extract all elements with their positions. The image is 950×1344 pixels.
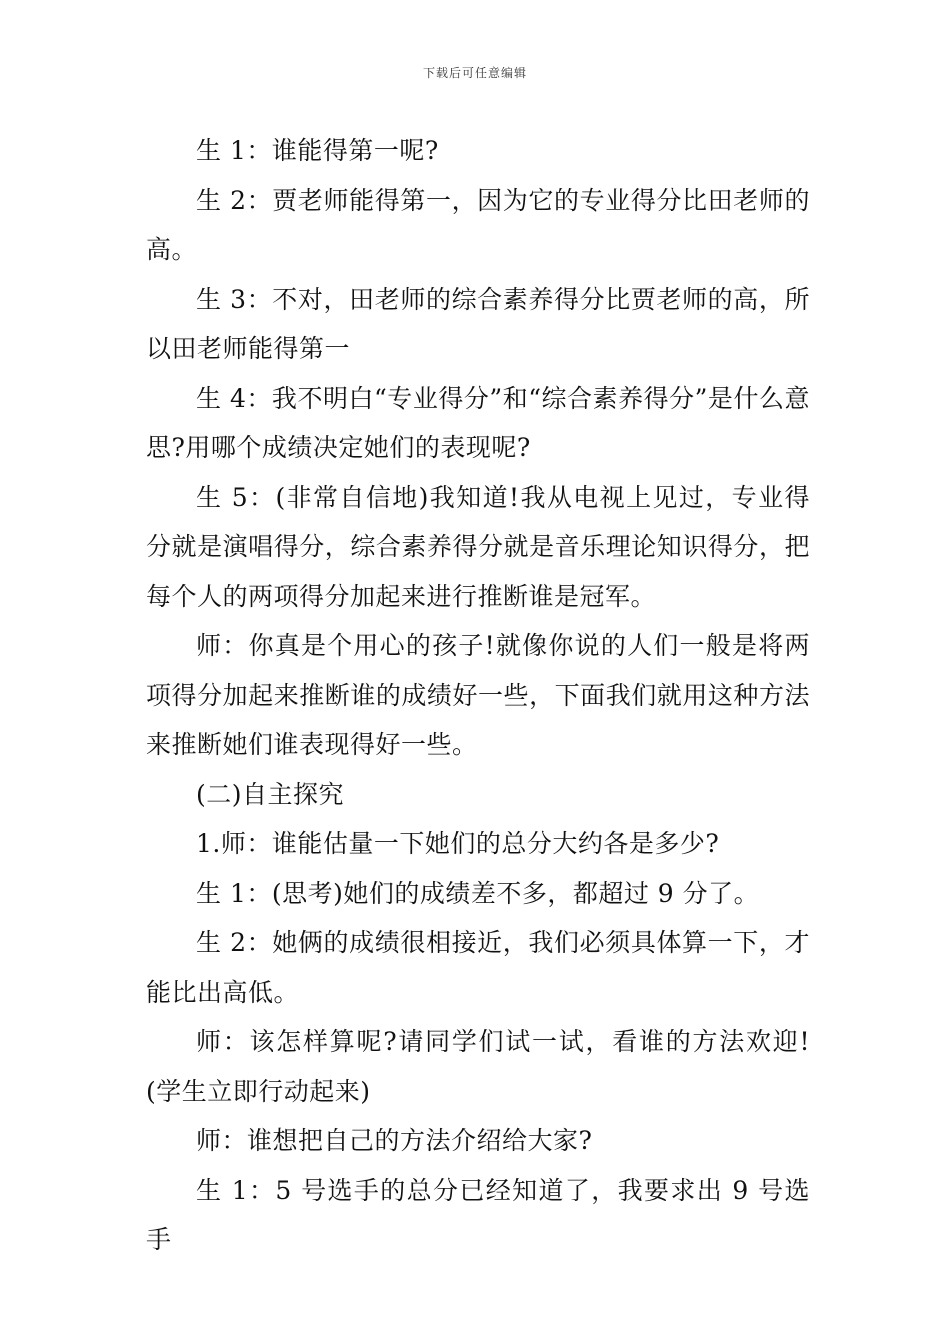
paragraph-12: 师：谁想把自己的方法介绍给大家? (196, 1126, 593, 1155)
paragraph-13: 生 1：5 号选手的总分已经知道了，我要求出 9 号选手 (146, 1175, 810, 1254)
paragraph-4: 生 4：我不明白“专业得分”和“综合素养得分”是什么意思?用哪个成绩决定她们的表现呢? (146, 383, 810, 462)
paragraph-8: 1.师：谁能估量一下她们的总分大约各是多少? (196, 829, 720, 858)
paragraph-2: 生 2：贾老师能得第一，因为它的专业得分比田老师的高。 (146, 185, 810, 264)
document-body (146, 126, 810, 1265)
page-header-note: 下载后可任意编辑 (422, 66, 527, 80)
paragraph-1: 生 1：谁能得第一呢? (196, 136, 439, 165)
paragraph-3: 生 3：不对，田老师的综合素养得分比贾老师的高，所以田老师能得第一 (146, 284, 810, 363)
section-heading: (二)自主探究 (196, 779, 345, 809)
paragraph-6: 师：你真是个用心的孩子!就像你说的人们一般是将两项得分加起来推断谁的成绩好一些，下面我们就用这种方法来推断她们谁表现得好一些。 (146, 631, 810, 759)
paragraph-10: 生 2：她俩的成绩很相接近，我们必须具体算一下，才能比出高低。 (146, 928, 810, 1007)
paragraph-5: 生 5：(非常自信地)我知道!我从电视上见过，专业得分就是演唱得分，综合素养得分就是音乐理论知识得分，把每个人的两项得分加起来进行推断谁是冠军。 (146, 482, 810, 611)
paragraph-11: 师：该怎样算呢?请同学们试一试，看谁的方法欢迎!(学生立即行动起来) (146, 1027, 810, 1106)
paragraph-9: 生 1：(思考)她们的成绩差不多，都超过 9 分了。 (196, 878, 760, 908)
